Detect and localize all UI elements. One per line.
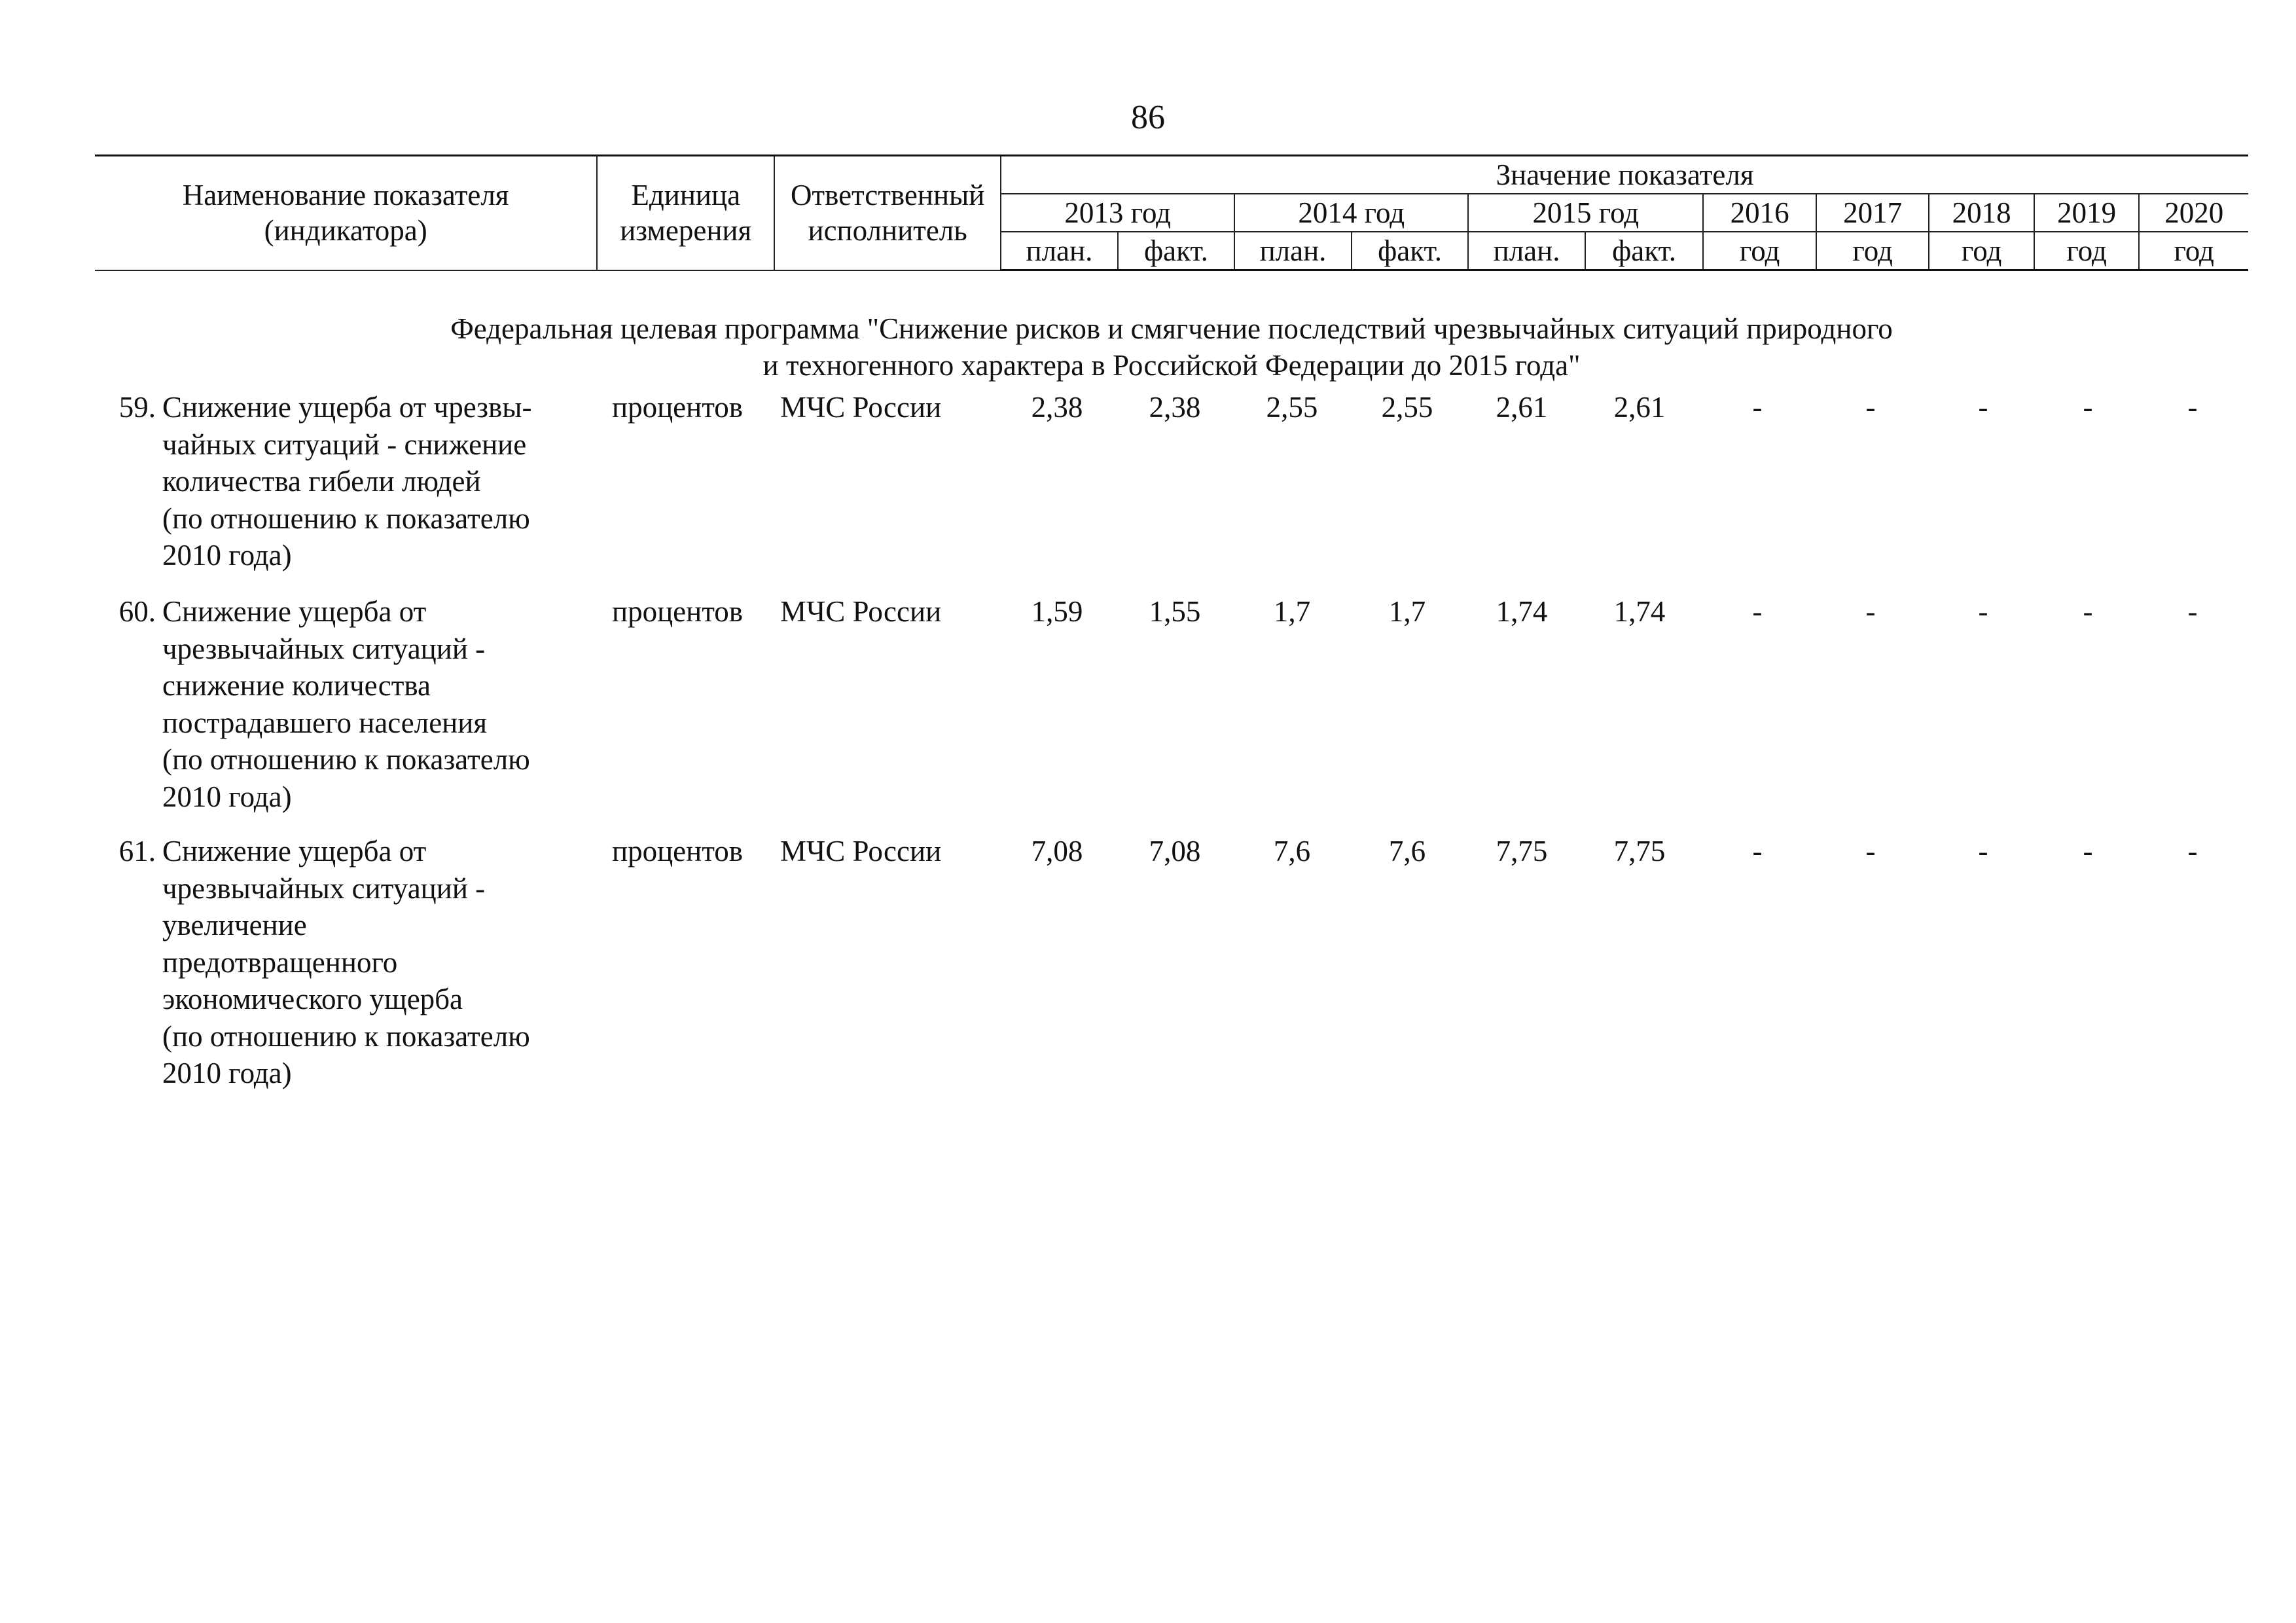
page-number: 86 <box>1131 99 1165 136</box>
value-cell: 1,74 <box>1613 595 1666 628</box>
indicator-name-line: пострадавшего населения <box>162 706 488 739</box>
section-title <box>95 310 2248 384</box>
header-name-cell: Наименование показателя (индикатора) <box>95 156 597 270</box>
indicator-name <box>162 389 594 574</box>
header-god-2020: год <box>2139 232 2248 270</box>
header-plan-2013: план. <box>1001 232 1118 270</box>
value-cell: - <box>1978 835 1988 867</box>
value-cell: 7,6 <box>1388 835 1426 867</box>
indicator-name-line: чрезвычайных ситуаций - <box>162 871 486 905</box>
value-cell: - <box>1865 391 1876 424</box>
value-cell: - <box>1978 595 1988 628</box>
header-god-2019: год <box>2034 232 2139 270</box>
value-cell: - <box>1752 595 1763 628</box>
executor-cell: МЧС России <box>780 595 942 628</box>
value-cell: 7,75 <box>1496 835 1548 867</box>
value-cell: 7,08 <box>1149 835 1201 867</box>
header-year-2015: 2015 год <box>1468 194 1703 232</box>
section-title-line: и техногенного характера в Российской Федерации до 2015 года" <box>762 349 1581 382</box>
row-number: 59. <box>118 391 156 424</box>
value-cell: - <box>2083 391 2093 424</box>
indicator-name-line: (по отношению к показателю <box>162 743 530 776</box>
indicator-name-line: Снижение ущерба от <box>162 835 427 867</box>
value-cell: 2,61 <box>1613 391 1666 424</box>
header-fact-2015: факт. <box>1585 232 1704 270</box>
indicator-name-line: чайных ситуаций - снижение <box>162 428 527 461</box>
executor-cell: МЧС России <box>780 835 942 867</box>
header-year-2014: 2014 год <box>1234 194 1468 232</box>
value-cell: 1,7 <box>1388 595 1426 628</box>
section-title-line: Федеральная целевая программа "Снижение рисков и смягчение последствий чрезвычайных ситуаций природного <box>450 312 1893 345</box>
value-cell: - <box>2187 595 2198 628</box>
value-cell: 7,08 <box>1031 835 1083 867</box>
header-exec-cell: Ответственный исполнитель <box>774 156 1001 270</box>
header-plan-2014: план. <box>1234 232 1352 270</box>
value-cell: - <box>1865 595 1876 628</box>
value-cell: 1,74 <box>1496 595 1548 628</box>
value-cell: 1,55 <box>1149 595 1201 628</box>
header-year-2016: 2016 <box>1703 194 1816 232</box>
header-fact-2014: факт. <box>1352 232 1469 270</box>
table-header <box>95 155 2248 271</box>
indicator-name <box>162 593 594 815</box>
indicator-name <box>162 833 594 1092</box>
unit-cell: процентов <box>612 595 744 628</box>
header-god-2018: год <box>1929 232 2034 270</box>
indicator-name-line: увеличение <box>162 909 307 941</box>
value-cell: - <box>2187 835 2198 867</box>
value-cell: 2,38 <box>1149 391 1201 424</box>
value-cell: 2,38 <box>1031 391 1083 424</box>
header-god-2016: год <box>1703 232 1816 270</box>
indicator-name-line: Снижение ущерба от <box>162 595 427 628</box>
value-cell: 7,75 <box>1613 835 1666 867</box>
indicator-name-line: чрезвычайных ситуаций - <box>162 632 486 665</box>
indicator-name-line: (по отношению к показателю <box>162 501 530 535</box>
header-god-2017: год <box>1816 232 1929 270</box>
executor-cell: МЧС России <box>780 391 942 424</box>
header-year-2019: 2019 <box>2034 194 2139 232</box>
header-year-2017: 2017 <box>1816 194 1929 232</box>
indicator-name-line: предотвращенного <box>162 945 398 979</box>
value-cell: - <box>2083 835 2093 867</box>
value-cell: 1,7 <box>1273 595 1311 628</box>
unit-cell: процентов <box>612 835 744 867</box>
value-cell: 2,61 <box>1496 391 1548 424</box>
value-cell: - <box>2187 391 2198 424</box>
indicator-name-line: Снижение ущерба от чрезвы- <box>162 391 532 424</box>
indicator-name-line: экономического ущерба <box>162 983 463 1015</box>
indicator-name-line: количества гибели людей <box>162 465 481 498</box>
header-year-2018: 2018 <box>1929 194 2034 232</box>
header-year-2020: 2020 <box>2139 194 2248 232</box>
unit-cell: процентов <box>612 391 744 424</box>
value-cell: 2,55 <box>1266 391 1318 424</box>
header-year-2013: 2013 год <box>1001 194 1234 232</box>
value-cell: 1,59 <box>1031 595 1083 628</box>
indicator-name-line: 2010 года) <box>162 539 292 572</box>
value-cell: 2,55 <box>1381 391 1433 424</box>
value-cell: - <box>1865 835 1876 867</box>
indicator-name-line: (по отношению к показателю <box>162 1019 530 1053</box>
value-cell: - <box>1752 391 1763 424</box>
value-cell: - <box>1978 391 1988 424</box>
indicator-name-line: 2010 года) <box>162 780 292 813</box>
value-cell: - <box>1752 835 1763 867</box>
header-fact-2013: факт. <box>1118 232 1235 270</box>
value-cell: - <box>2083 595 2093 628</box>
value-cell: 7,6 <box>1273 835 1311 867</box>
row-number: 61. <box>118 835 156 867</box>
header-plan-2015: план. <box>1468 232 1585 270</box>
row-number: 60. <box>118 595 156 628</box>
indicator-name-line: 2010 года) <box>162 1057 292 1089</box>
header-value-cell: Значение показателя <box>1001 156 2248 194</box>
indicator-name-line: снижение количества <box>162 669 431 702</box>
header-unit-cell: Единица измерения <box>597 156 774 270</box>
